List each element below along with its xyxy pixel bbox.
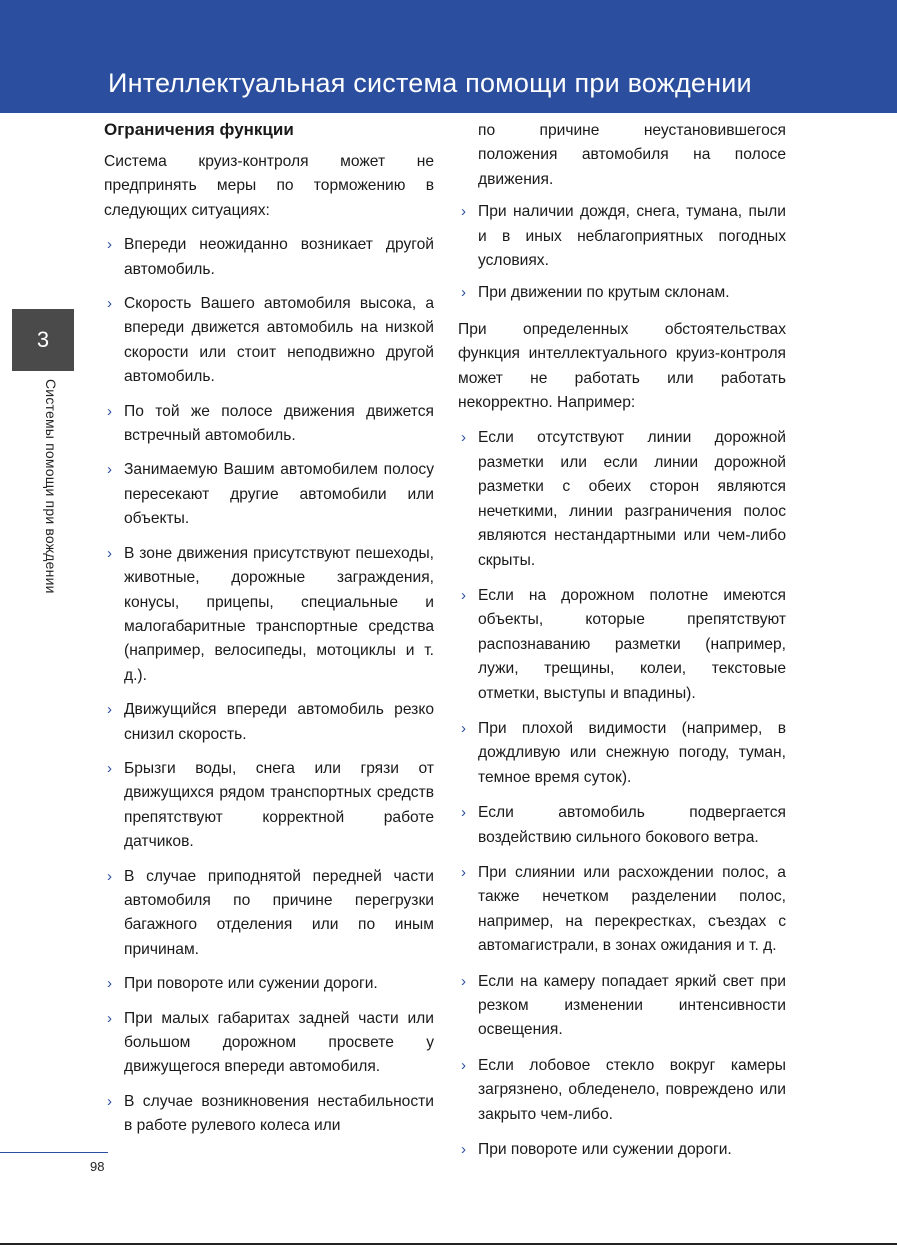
list-item bbox=[458, 426, 786, 572]
list-item-text: Если отсутствуют линии дорожной разметки или если линии дорожной разметки с обеих сторон являются нечеткими, линии разграничения полос являются нестандартными или чем-либо скрыты. bbox=[478, 429, 786, 569]
chevron-right-icon: › bbox=[461, 586, 466, 604]
chapter-number-tab: 3 bbox=[12, 309, 74, 371]
list-item-text: При движении по крутым склонам. bbox=[478, 284, 730, 302]
list-item-text: Скорость Вашего автомобиля высока, а впереди движется автомобиль на низкой скорости или стоит неподвижно другой автомобиль. bbox=[124, 295, 434, 386]
chevron-right-icon: › bbox=[107, 295, 112, 313]
list-item bbox=[104, 292, 434, 390]
limitations-list-right-a bbox=[458, 200, 786, 306]
list-item-text: Если на дорожном полотне имеются объекты, которые препятствуют распознаванию разметки (например, лужи, трещины, колеи, текстовые отметки, выступы и впадины). bbox=[478, 586, 786, 702]
chevron-right-icon: › bbox=[461, 1056, 466, 1074]
list-item-text: При наличии дождя, снега, тумана, пыли и в иных неблагоприятных погодных условиях. bbox=[478, 203, 786, 270]
right-column bbox=[458, 119, 786, 1162]
list-item bbox=[458, 717, 786, 790]
page-number: 98 bbox=[90, 1159, 105, 1174]
list-item bbox=[104, 542, 434, 688]
continued-item-text: по причине неустановившегося положения автомобиля на полосе движения. bbox=[478, 122, 786, 188]
chapter-side-label: Системы помощи при вождении bbox=[43, 379, 59, 594]
list-item-text: Если лобовое стекло вокруг камеры загрязнено, обледенело, повреждено или закрыто чем-либо. bbox=[478, 1056, 786, 1123]
list-item bbox=[104, 400, 434, 449]
list-item bbox=[104, 972, 434, 996]
list-item bbox=[104, 1090, 434, 1139]
list-item-text: Впереди неожиданно возникает другой автомобиль. bbox=[124, 236, 434, 278]
list-item bbox=[458, 1138, 786, 1162]
list-item-text: В зоне движения присутствуют пешеходы, животные, дорожные заграждения, конусы, прицепы, специальные и малогабаритные транспортные средства (например, велосипеды, мотоциклы и т. д.). bbox=[124, 544, 434, 684]
list-item-text: В случае приподнятой передней части автомобиля по причине перегрузки багажного отделения или по иным причинам. bbox=[124, 867, 434, 958]
list-item-text: При повороте или сужении дороги. bbox=[124, 975, 378, 993]
list-item-text: При малых габаритах задней части или большом дорожном просвете у движущегося впереди автомобиля. bbox=[124, 1009, 434, 1076]
chevron-right-icon: › bbox=[107, 1009, 112, 1027]
page-header bbox=[0, 0, 897, 113]
list-item-text: При повороте или сужении дороги. bbox=[478, 1141, 732, 1159]
limitations-list-left bbox=[104, 233, 434, 1138]
chevron-right-icon: › bbox=[461, 863, 466, 881]
list-item bbox=[458, 200, 786, 273]
footer-rule bbox=[0, 1152, 108, 1153]
chevron-right-icon: › bbox=[461, 719, 466, 737]
list-item bbox=[458, 1054, 786, 1127]
intro-paragraph-right: При определенных обстоятельствах функция интеллектуального круиз-контроля может не работать или работать некорректно. Например: bbox=[458, 320, 786, 412]
chevron-right-icon: › bbox=[107, 461, 112, 479]
chevron-right-icon: › bbox=[107, 1092, 112, 1110]
left-column bbox=[104, 119, 434, 1139]
chevron-right-icon: › bbox=[107, 402, 112, 420]
header-title: Интеллектуальная система помощи при вождении bbox=[108, 68, 752, 98]
list-item bbox=[104, 757, 434, 855]
chevron-right-icon: › bbox=[107, 544, 112, 562]
chevron-right-icon: › bbox=[107, 975, 112, 993]
chevron-right-icon: › bbox=[461, 203, 466, 221]
chevron-right-icon: › bbox=[461, 284, 466, 302]
section-title: Ограничения функции bbox=[104, 120, 294, 139]
limitations-list-right-b bbox=[458, 426, 786, 1162]
list-item bbox=[104, 233, 434, 282]
list-item bbox=[104, 458, 434, 531]
list-item bbox=[104, 865, 434, 963]
chevron-right-icon: › bbox=[461, 1141, 466, 1159]
list-item bbox=[458, 281, 786, 305]
list-item bbox=[458, 801, 786, 850]
list-item-text: Если на камеру попадает яркий свет при резком изменении интенсивности освещения. bbox=[478, 972, 786, 1039]
list-item bbox=[458, 970, 786, 1043]
list-item-text: При слиянии или расхождении полос, а также нечетком разделении полос, например, на перекрестках, съездах с автомагистрали, в зонах ожидания и т. д. bbox=[478, 863, 786, 955]
list-item-text: Брызги воды, снега или грязи от движущихся рядом транспортных средств препятствуют корректной работе датчиков. bbox=[124, 759, 434, 851]
chevron-right-icon: › bbox=[461, 972, 466, 990]
list-item bbox=[458, 584, 786, 706]
intro-paragraph-left: Система круиз-контроля может не предпринять меры по торможению в следующих ситуациях: bbox=[104, 153, 434, 219]
list-item-text: По той же полосе движения движется встречный автомобиль. bbox=[124, 402, 434, 445]
list-item bbox=[104, 698, 434, 747]
list-item-text: В случае возникновения нестабильности в работе рулевого колеса или bbox=[124, 1092, 434, 1135]
list-item-text: Движущийся впереди автомобиль резко снизил скорость. bbox=[124, 701, 434, 743]
list-item-text: Занимаемую Вашим автомобилем полосу пересекают другие автомобили или объекты. bbox=[124, 461, 434, 528]
chevron-right-icon: › bbox=[107, 759, 112, 777]
list-item-text: Если автомобиль подвергается воздействию сильного бокового ветра. bbox=[478, 804, 786, 846]
list-item bbox=[104, 1007, 434, 1080]
chevron-right-icon: › bbox=[461, 804, 466, 822]
chevron-right-icon: › bbox=[107, 867, 112, 885]
chevron-right-icon: › bbox=[107, 236, 112, 254]
chevron-right-icon: › bbox=[107, 701, 112, 719]
bottom-border bbox=[0, 1243, 897, 1245]
chevron-right-icon: › bbox=[461, 429, 466, 447]
list-item bbox=[458, 861, 786, 959]
list-item-text: При плохой видимости (например, в дождливую или снежную погоду, туман, темное время суток). bbox=[478, 719, 786, 786]
